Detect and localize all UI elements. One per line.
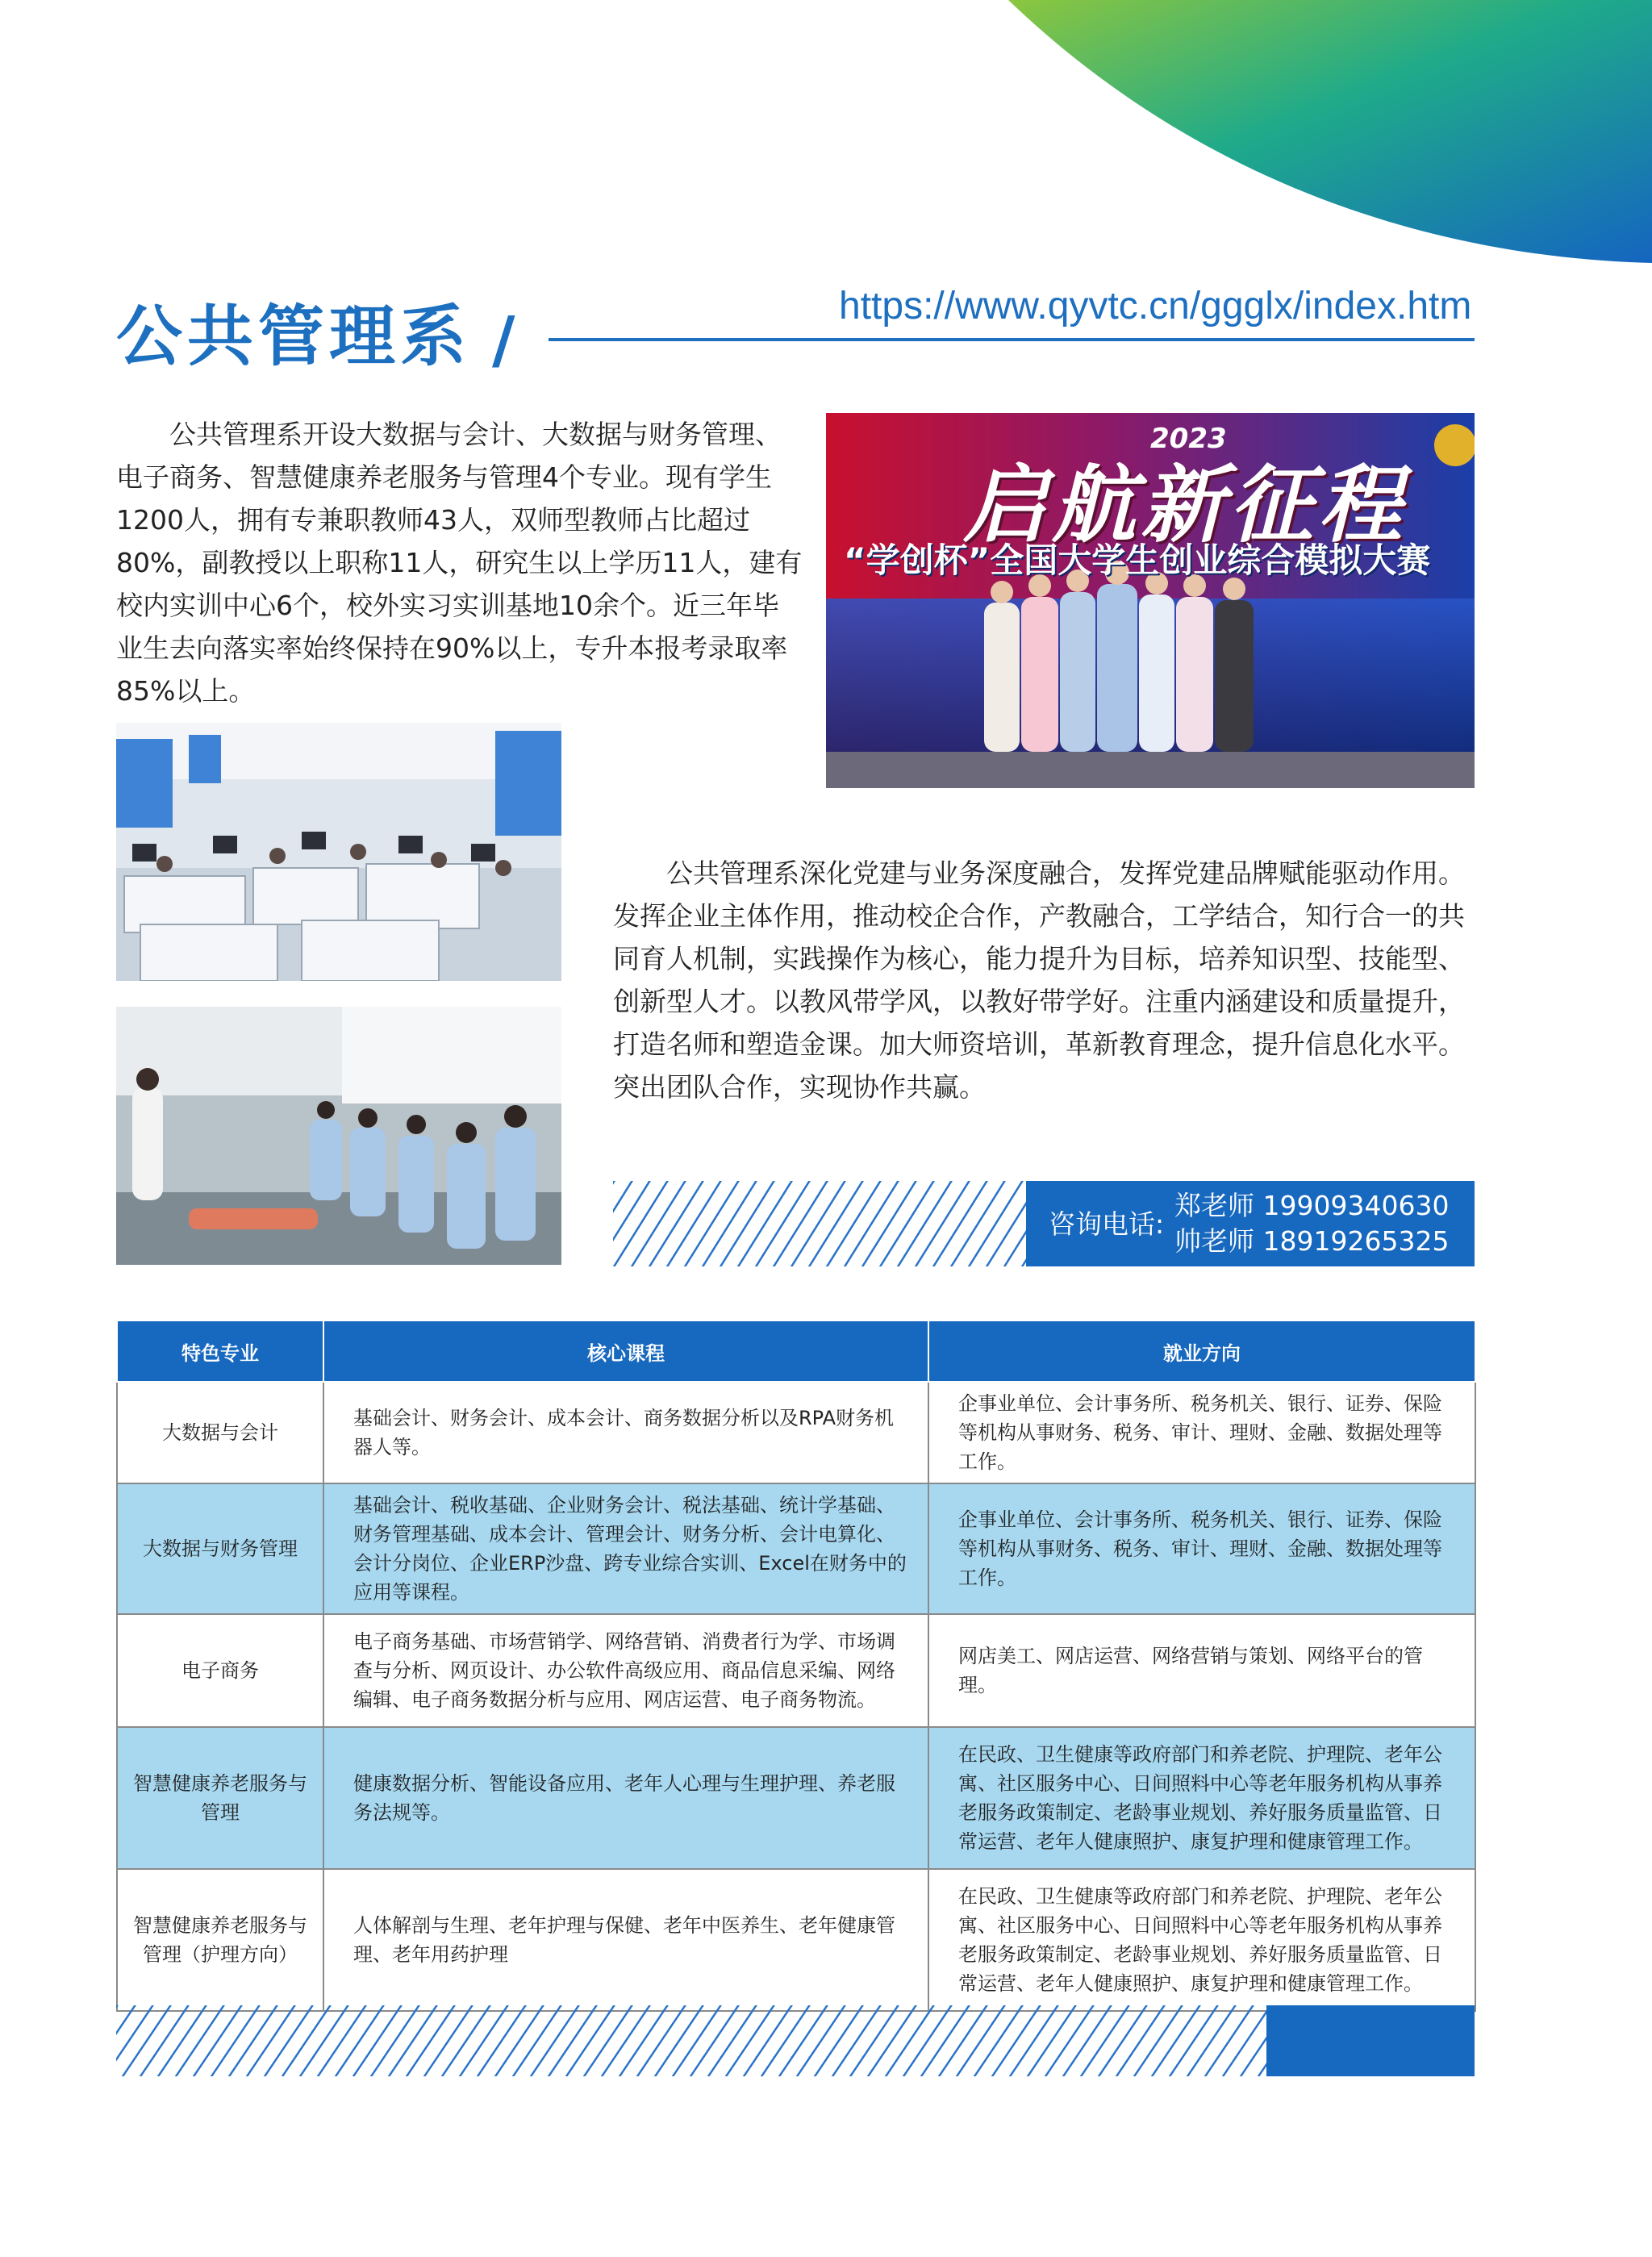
intro-paragraph: 公共管理系开设大数据与会计、大数据与财务管理、电子商务、智慧健康养老服务与管理4个专业。现有学生1200人，拥有专兼职教师43人，双师型教师占比超过80%，副教授以上职称11人，研究生以上学历11人，建有校内实训中心6个，校外实习实训基地10余个。近三年毕业生去向落实率始终保持在90%以上，专升本报考录取率85%以上。	[116, 419, 803, 707]
header-courses: 核心课程	[323, 1320, 928, 1382]
bottom-blue-bar	[1266, 2005, 1475, 2076]
contact-phone-1[interactable]: 郑老师 19909340630	[1174, 1190, 1450, 1221]
table-row	[117, 1382, 1475, 1483]
header-divider	[549, 338, 1475, 341]
header-jobs: 就业方向	[928, 1320, 1475, 1382]
table-row	[117, 1483, 1475, 1614]
header-major: 特色专业	[117, 1320, 323, 1382]
banner-headline: 启航新征程	[963, 455, 1408, 554]
majors-table	[116, 1320, 1476, 2012]
banner-subtitle: “学创杯”全国大学生创业综合模拟大赛	[844, 540, 1431, 580]
jobs-cell: 在民政、卫生健康等政府部门和养老院、护理院、老年公寓、社区服务中心、日间照料中心等老年服务机构从事养老服务政策制定、老龄事业规划、养好服务质量监管、日常运营、老年人健康照护、康复护理和健康管理工作。	[928, 1727, 1475, 1869]
major-cell: 大数据与财务管理	[117, 1483, 323, 1614]
contact-box	[1026, 1181, 1475, 1266]
table-header-row	[117, 1320, 1475, 1382]
bottom-hatch-decoration	[116, 2005, 1268, 2076]
development-paragraph: 公共管理系深化党建与业务深度融合，发挥党建品牌赋能驱动作用。发挥企业主体作用，推动校企合作，产教融合，工学结合，知行合一的共同育人机制，实践操作为核心，能力提升为目标，培养知识型、技能型、创新型人才。以教风带学风，以教好带学好。注重内涵建设和质量提升，打造名师和塑造金课。加大师资培训，革新教育理念，提升信息化水平。突出团队合作，实现协作共赢。	[613, 857, 1465, 1103]
banner-year: 2023	[1150, 423, 1227, 455]
corner-gradient-decoration	[0, 0, 1652, 274]
courses-cell: 基础会计、财务会计、成本会计、商务数据分析以及RPA财务机器人等。	[323, 1382, 928, 1483]
courses-cell: 基础会计、税收基础、企业财务会计、税法基础、统计学基础、财务管理基础、成本会计、管理会计、财务分析、会计电算化、会计分岗位、企业ERP沙盘、跨专业综合实训、Excel在财务中的应用等课程。	[323, 1483, 928, 1614]
nursing-practice-photo	[116, 1007, 561, 1265]
competition-photo	[826, 413, 1475, 788]
major-cell: 大数据与会计	[117, 1382, 323, 1483]
jobs-cell: 网店美工、网店运营、网络营销与策划、网络平台的管理。	[928, 1614, 1475, 1727]
courses-cell: 健康数据分析、智能设备应用、老年人心理与生理护理、养老服务法规等。	[323, 1727, 928, 1869]
jobs-cell: 在民政、卫生健康等政府部门和养老院、护理院、老年公寓、社区服务中心、日间照料中心等老年服务机构从事养老服务政策制定、老龄事业规划、养好服务质量监管、日常运营、老年人健康照护、康复护理和健康管理工作。	[928, 1869, 1475, 2011]
courses-cell: 电子商务基础、市场营销学、网络营销、消费者行为学、市场调查与分析、网页设计、办公软件高级应用、商品信息采编、网络编辑、电子商务数据分析与应用、网店运营、电子商务物流。	[323, 1614, 928, 1727]
hatch-decoration	[613, 1181, 1032, 1266]
major-cell: 智慧健康养老服务与管理（护理方向）	[117, 1869, 323, 2011]
courses-cell: 人体解剖与生理、老年护理与保健、老年中医养生、老年健康管理、老年用药护理	[323, 1869, 928, 2011]
contact-label: 咨询电话:	[1049, 1208, 1165, 1240]
contact-phone-2[interactable]: 帅老师 18919265325	[1174, 1225, 1450, 1257]
table-row	[117, 1869, 1475, 2011]
major-cell: 电子商务	[117, 1614, 323, 1727]
department-url-link[interactable]: https://www.qyvtc.cn/ggglx/index.htm	[839, 285, 1472, 327]
jobs-cell: 企事业单位、会计事务所、税务机关、银行、证券、保险等机构从事财务、税务、审计、理财、金融、数据处理等工作。	[928, 1382, 1475, 1483]
major-cell: 智慧健康养老服务与管理	[117, 1727, 323, 1869]
computer-lab-photo	[116, 723, 561, 981]
jobs-cell: 企事业单位、会计事务所、税务机关、银行、证券、保险等机构从事财务、税务、审计、理财、金融、数据处理等工作。	[928, 1483, 1475, 1614]
table-row	[117, 1614, 1475, 1727]
table-row	[117, 1727, 1475, 1869]
page-title: 公共管理系	[116, 298, 472, 375]
title-slash: /	[492, 304, 515, 377]
